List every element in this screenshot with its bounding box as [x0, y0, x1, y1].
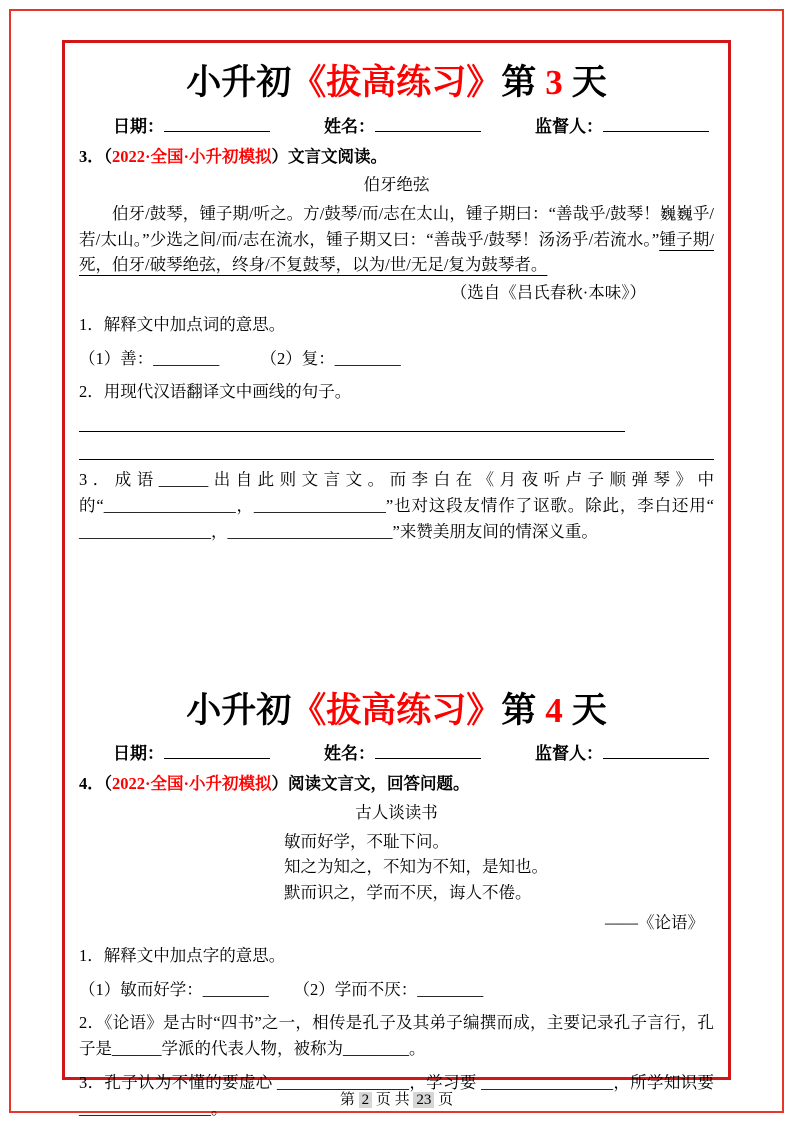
day4-name-label: 姓名： — [324, 744, 375, 764]
day4-exam-tag: 2022·全国·小升初模拟 — [112, 774, 272, 794]
total-page-count: 23 — [413, 1092, 434, 1108]
day4-subquestion-1: 1．解释文中加点字的意思。 — [79, 946, 286, 966]
day4-question-type: 阅读文言文，回答问题。 — [288, 774, 470, 794]
day4-subquestion-1-blanks: （1）敏而好学：________ （2）学而不厌：________ — [79, 979, 484, 999]
day3-title-prefix: 小升初 — [186, 63, 292, 102]
day4-subquestion-3: 3．孔子认为不懂的要虚心 ________________，学习要 ________________，所学知识要________________。 — [79, 1072, 715, 1119]
day3-name-label: 姓名： — [324, 116, 375, 136]
day4-passage-title: 古人谈读书 — [355, 803, 438, 823]
day3-supervisor-field — [535, 112, 709, 137]
day3-subquestion-3: 3．成语______出自此则文言文。而李白在《月夜听卢子顺弹琴》中的“________________，________________”也对这段友情作了讴歌。除此，李白还用“ ________________，____________________”来赞美朋友间的情深义重。 — [79, 469, 714, 542]
footer-label-gong: 共 — [394, 1092, 410, 1108]
day3-tag-paren-open: （ — [103, 146, 112, 166]
day4-title — [79, 688, 714, 734]
day3-title — [79, 60, 714, 106]
day3-meta-row — [113, 112, 714, 137]
day3-passage-underlined-sentence: 锺子期/死，伯牙/破琴绝弦，终身/不复鼓琴，以为/世/无足/复为鼓琴者。 — [79, 229, 714, 275]
day3-date-label: 日期： — [113, 116, 164, 136]
day3-supervisor-label: 监督人： — [535, 116, 603, 136]
day3-passage-body — [79, 201, 714, 278]
day4-title-day-number: 4 — [545, 690, 563, 730]
day3-passage-source: （选自《吕氏春秋·本味》） — [450, 282, 646, 302]
day3-name-blank — [375, 115, 481, 132]
day4-date-field — [113, 739, 270, 764]
day3-exam-tag: 2022·全国·小升初模拟 — [112, 146, 272, 166]
day3-title-book-name: 《拔高练习》 — [291, 63, 502, 102]
day3-name-field — [324, 112, 481, 137]
day4-title-tian: 天 — [571, 690, 607, 730]
current-page-number: 2 — [359, 1092, 373, 1108]
footer-label-di: 第 — [339, 1092, 355, 1108]
day3-answer-line-2 — [79, 438, 714, 460]
day4-passage-source: ——《论语》 — [605, 913, 704, 933]
day4-question-number: 4． — [79, 774, 104, 794]
day3-title-tian: 天 — [571, 63, 607, 102]
day4-title-di: 第 — [501, 690, 537, 730]
day3-supervisor-blank — [603, 115, 709, 132]
day4-title-prefix: 小升初 — [186, 690, 292, 730]
footer-label-ye2: 页 — [438, 1092, 454, 1108]
page-footer — [0, 1088, 793, 1109]
day3-answer-line-1 — [79, 410, 625, 432]
day3-title-di: 第 — [501, 63, 537, 102]
day3-passage-normal-text: 伯牙/鼓琴，锺子期/听之。方/鼓琴/而/志在太山，锺子期曰：“善哉乎/鼓琴！巍巍乎/若/太山。”少选之间/而/志在流水，锺子期又曰：“善哉乎/鼓琴！汤汤乎/若流水。” — [79, 204, 714, 249]
day4-tag-paren-close: ） — [271, 774, 289, 794]
day4-name-field — [324, 739, 481, 764]
day4-meta-row — [113, 739, 714, 764]
day4-passage-body — [284, 829, 714, 906]
day4-date-blank — [164, 742, 270, 759]
day3-tag-paren-close: ） — [271, 146, 289, 166]
day3-question-number: 3． — [79, 146, 104, 166]
day4-tag-paren-open: （ — [103, 774, 112, 794]
day4-supervisor-blank — [603, 742, 709, 759]
day4-date-label: 日期： — [113, 744, 164, 764]
day4-name-blank — [375, 742, 481, 759]
day3-question-header — [79, 145, 714, 170]
day4-passage-line-1: 敏而好学，不耻下问。 — [284, 831, 449, 851]
day3-subquestion-2: 2．用现代汉语翻译文中画线的句子。 — [79, 382, 352, 402]
day4-supervisor-label: 监督人： — [535, 744, 603, 764]
day4-question-header — [79, 772, 714, 797]
day4-supervisor-field — [535, 739, 709, 764]
day3-subquestion-1-blanks: （1）善：________ （2）复：________ — [79, 348, 401, 368]
footer-label-ye1: 页 — [375, 1092, 391, 1108]
day4-subquestion-2: 2．《论语》是古时“四书”之一，相传是孔子及其弟子编撰而成，主要记录孔子言行，孔子是______学派的代表人物，被称为________。 — [79, 1013, 714, 1059]
day3-date-field — [113, 112, 270, 137]
day4-passage-line-3: 默而识之，学而不厌，诲人不倦。 — [284, 882, 532, 902]
day3-passage-title: 伯牙绝弦 — [363, 175, 430, 195]
day3-date-blank — [164, 115, 270, 132]
day4-section — [79, 688, 714, 1123]
day4-title-book-name: 《拔高练习》 — [291, 690, 502, 730]
day3-title-day-number: 3 — [545, 63, 563, 102]
day4-passage-line-2: 知之为知之，不知为不知，是知也。 — [284, 857, 548, 877]
day3-section — [79, 60, 714, 546]
day3-subquestion-1: 1．解释文中加点词的意思。 — [79, 315, 286, 335]
day3-question-type: 文言文阅读。 — [288, 146, 388, 166]
